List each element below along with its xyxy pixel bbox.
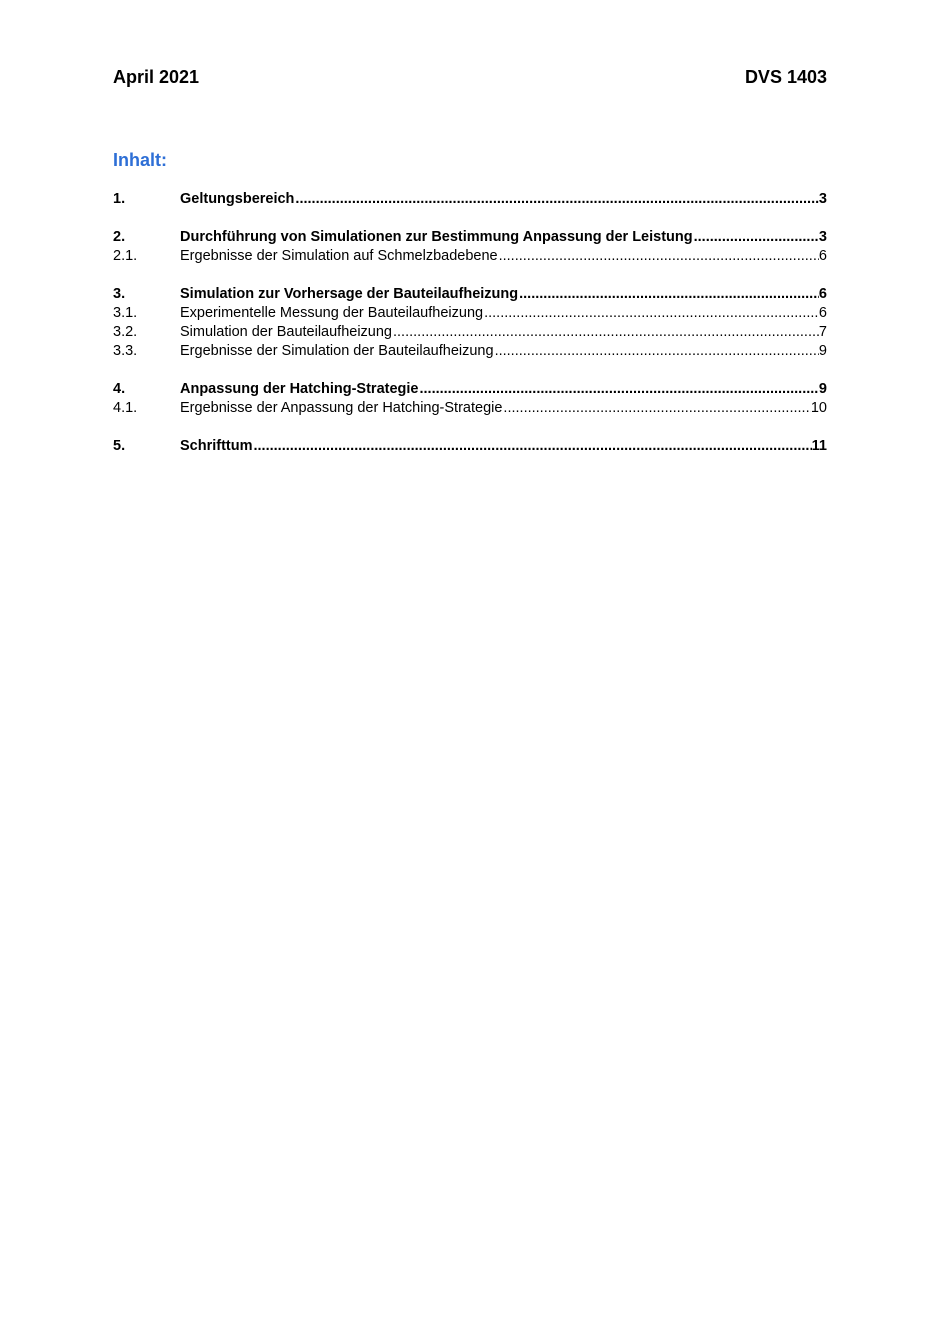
toc-entry-page: 6 — [818, 286, 827, 302]
toc-leader-dots — [693, 228, 819, 247]
toc-leader-dots — [502, 399, 810, 418]
toc-entry[interactable] — [113, 323, 827, 342]
toc-entry-number: 2.1. — [113, 248, 138, 264]
toc-entry-number: 4. — [113, 381, 126, 397]
toc-entry-label: Simulation zur Vorhersage der Bauteilaufheizung — [180, 286, 519, 302]
toc-entry-label: Simulation der Bauteilaufheizung — [180, 324, 392, 340]
toc-leader-dots — [483, 304, 819, 323]
table-of-contents — [113, 190, 827, 456]
toc-entry-page: 10 — [810, 400, 827, 416]
toc-entry-page: 3 — [818, 229, 827, 245]
toc-entry-label: Experimentelle Messung der Bauteilaufheizung — [180, 305, 484, 321]
toc-entry-number: 2. — [113, 229, 126, 245]
toc-leader-dots — [498, 247, 819, 266]
toc-entry-number: 3.1. — [113, 305, 138, 321]
toc-entry-label: Ergebnisse der Simulation auf Schmelzbadebene — [180, 248, 498, 264]
toc-entry[interactable] — [113, 304, 827, 323]
toc-leader-dots — [494, 342, 819, 361]
toc-leader-dots — [518, 285, 819, 304]
toc-entry-page: 7 — [818, 324, 827, 340]
toc-entry-page: 6 — [818, 248, 827, 264]
toc-entry-label: Ergebnisse der Simulation der Bauteilaufheizung — [180, 343, 494, 359]
header-document-id: DVS 1403 — [744, 67, 827, 87]
toc-leader-dots — [253, 437, 812, 456]
toc-entry-label: Anpassung der Hatching-Strategie — [180, 381, 419, 397]
toc-entry[interactable] — [113, 247, 827, 266]
toc-leader-dots — [418, 380, 818, 399]
toc-entry-number: 4.1. — [113, 400, 138, 416]
toc-entry-label: Ergebnisse der Anpassung der Hatching-Strategie — [180, 400, 503, 416]
toc-entry[interactable] — [113, 228, 827, 247]
toc-entry-number: 3. — [113, 286, 126, 302]
toc-entry[interactable] — [113, 437, 827, 456]
toc-entry[interactable] — [113, 342, 827, 361]
toc-entry-page: 11 — [811, 438, 827, 454]
toc-leader-dots — [294, 190, 819, 209]
toc-entry-page: 3 — [818, 191, 827, 207]
toc-entry-number: 3.3. — [113, 343, 138, 359]
toc-entry-label: Schrifttum — [180, 438, 253, 454]
toc-entry[interactable] — [113, 190, 827, 209]
toc-entry-number: 1. — [113, 191, 126, 207]
toc-entry-page: 9 — [818, 343, 827, 359]
toc-entry-number: 3.2. — [113, 324, 138, 340]
toc-entry-number: 5. — [113, 438, 126, 454]
toc-entry[interactable] — [113, 380, 827, 399]
toc-entry-label: Geltungsbereich — [180, 191, 295, 207]
page-header — [113, 67, 827, 88]
toc-title: Inhalt: — [113, 150, 167, 170]
toc-entry-page: 9 — [818, 381, 827, 397]
toc-entry-page: 6 — [818, 305, 827, 321]
toc-leader-dots — [392, 323, 819, 342]
header-date: April 2021 — [113, 67, 200, 87]
toc-entry[interactable] — [113, 285, 827, 304]
toc-entry[interactable] — [113, 399, 827, 418]
toc-entry-label: Durchführung von Simulationen zur Bestimmung Anpassung der Leistung — [180, 229, 693, 245]
